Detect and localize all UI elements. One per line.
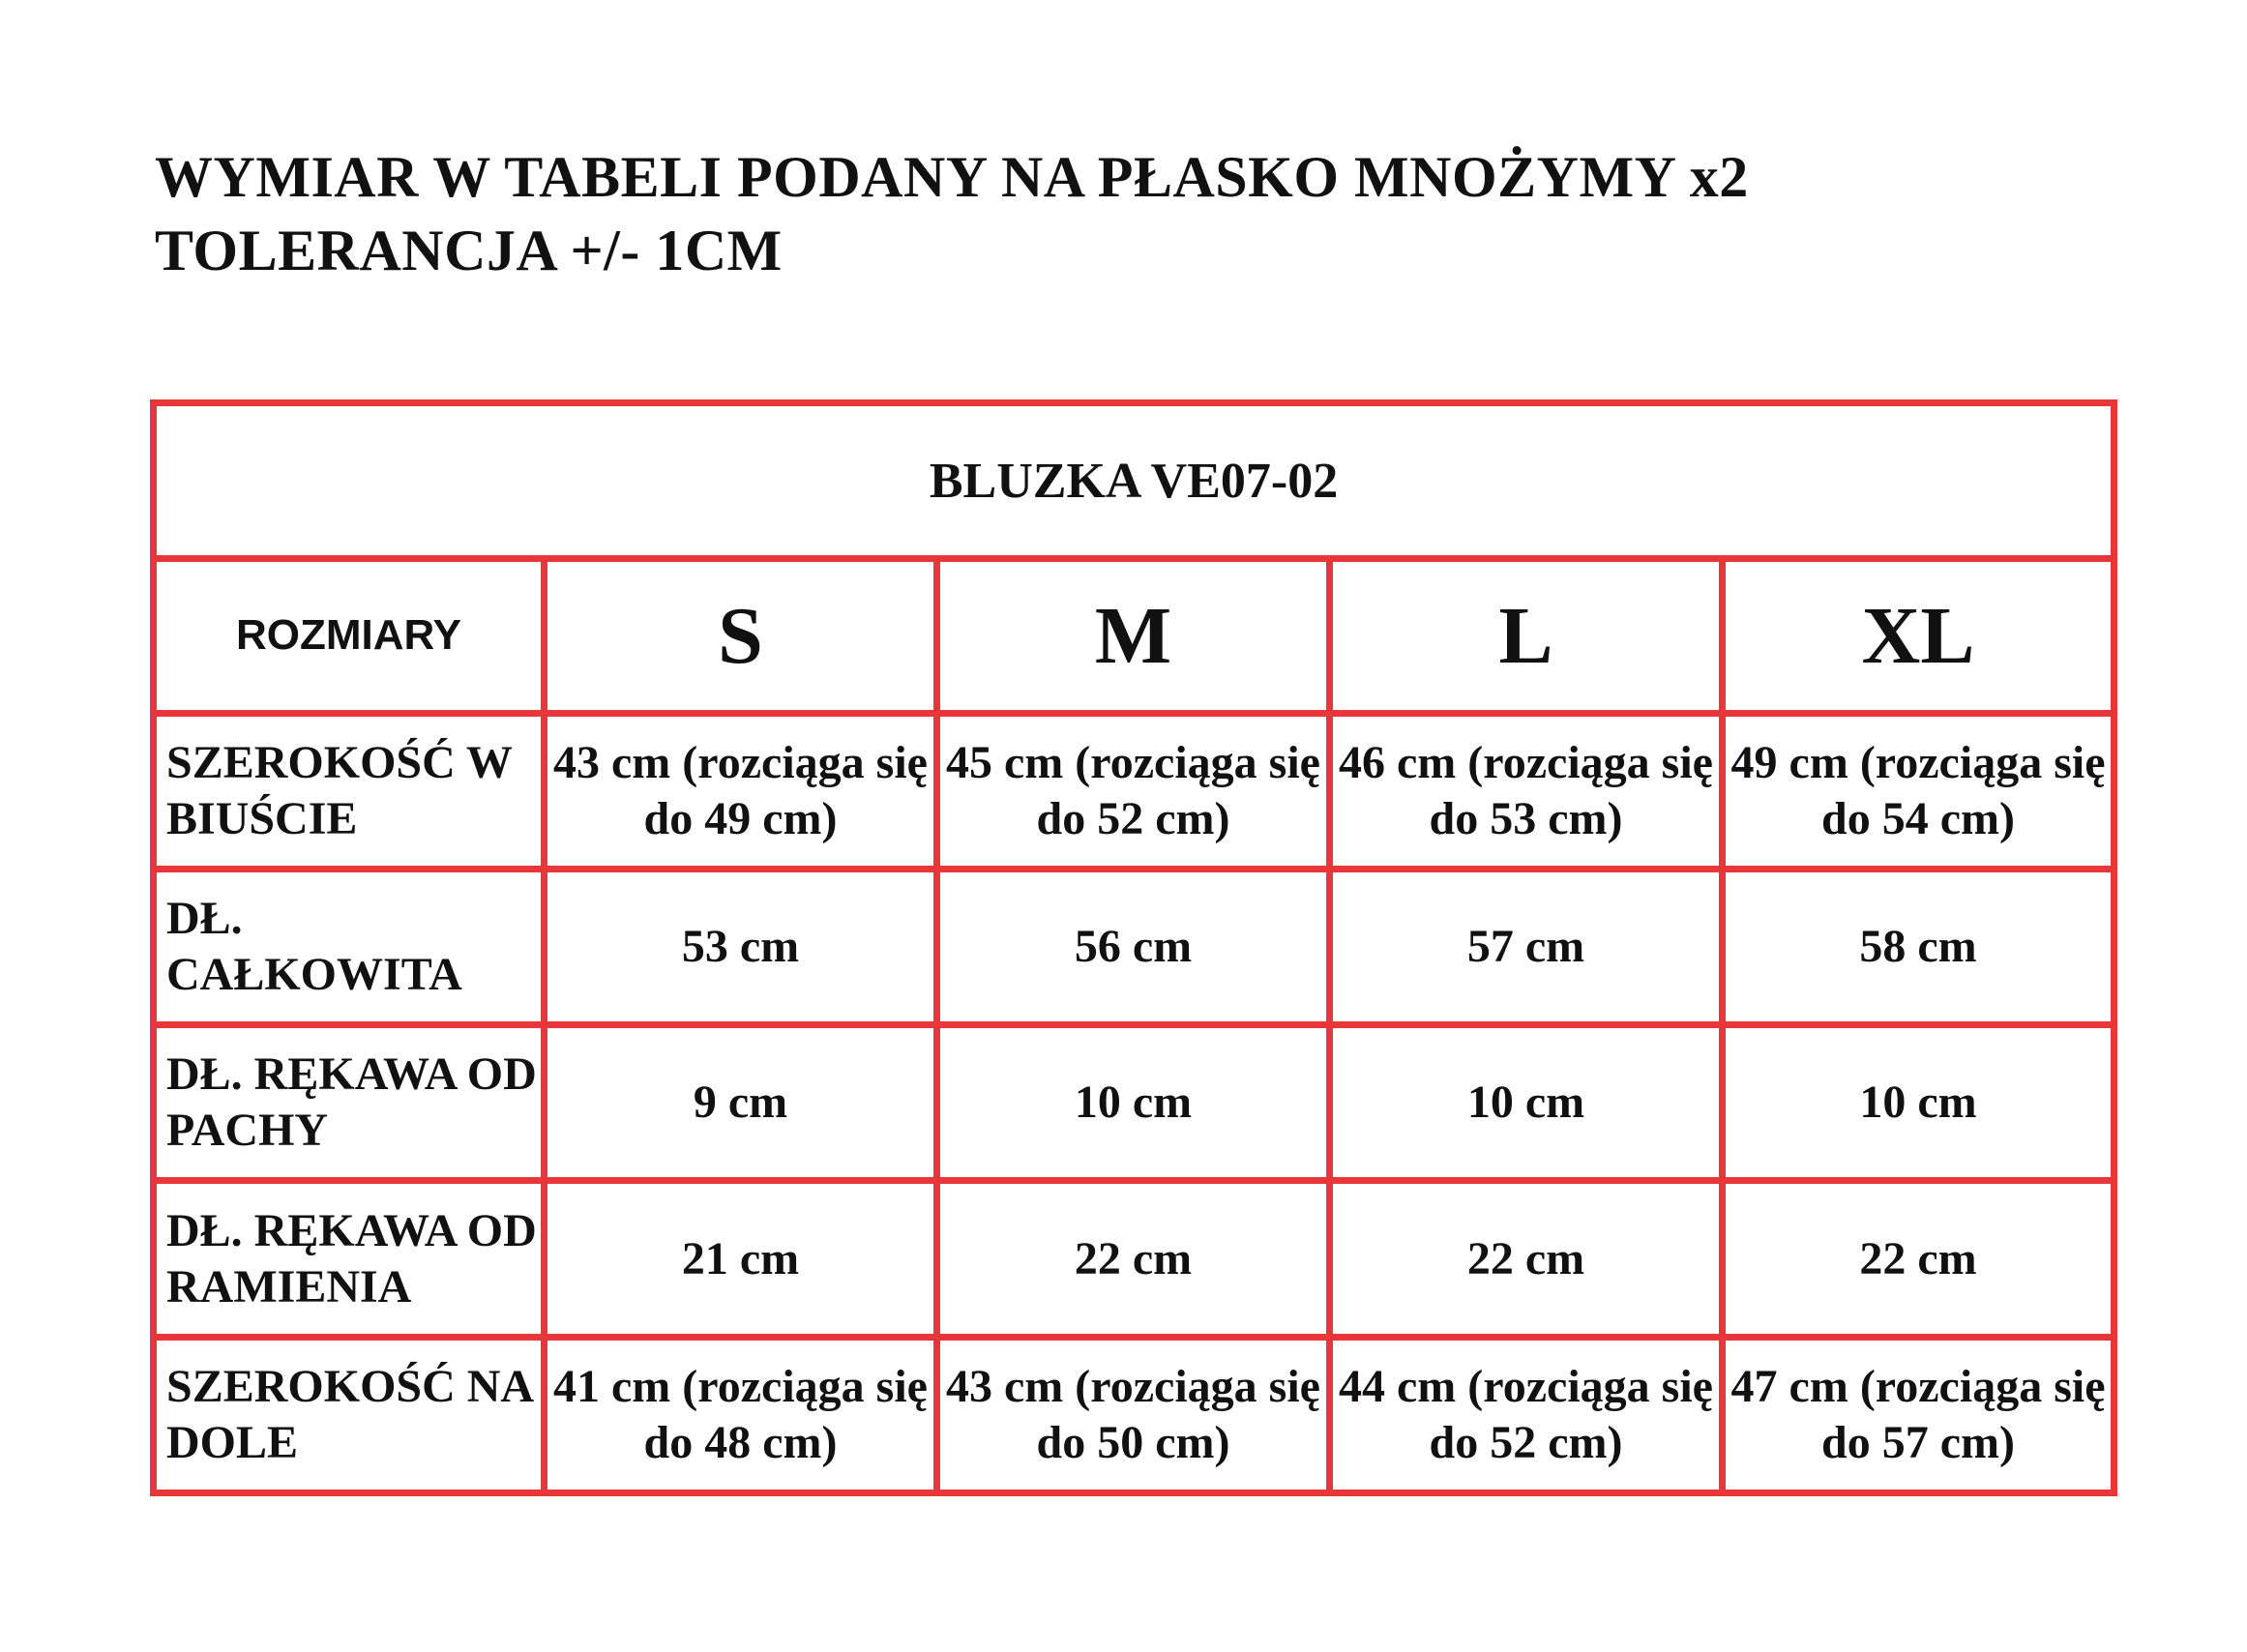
- table-cell: 43 cm (rozciąga się do 49 cm): [545, 713, 937, 869]
- table-cell: 21 cm: [545, 1181, 937, 1337]
- table-title-row: [154, 403, 2114, 559]
- table-cell: 10 cm: [937, 1025, 1330, 1181]
- note-flat-measurement: WYMIAR W TABELI PODANY NA PŁASKO MNOŻYMY x2: [155, 145, 1749, 209]
- table-cell: 45 cm (rozciąga się do 52 cm): [937, 713, 1330, 869]
- table-cell: 46 cm (rozciąga się do 53 cm): [1330, 713, 1723, 869]
- table-cell: 22 cm: [937, 1181, 1330, 1337]
- table-cell: 9 cm: [545, 1025, 937, 1181]
- sizes-header-row: [154, 559, 2114, 713]
- size-m: M: [937, 559, 1330, 713]
- size-s: S: [545, 559, 937, 713]
- table-row: [154, 1337, 2114, 1492]
- note-tolerance: TOLERANCJA +/- 1CM: [155, 219, 783, 282]
- table-cell: 56 cm: [937, 869, 1330, 1024]
- table-cell: 44 cm (rozciąga się do 52 cm): [1330, 1337, 1723, 1492]
- table-cell: 22 cm: [1723, 1181, 2114, 1337]
- table-cell: 43 cm (rozciąga się do 50 cm): [937, 1337, 1330, 1492]
- row-label-sleeve-from-armpit: DŁ. RĘKAWA OD PACHY: [154, 1025, 545, 1181]
- measurement-notes: [155, 140, 2089, 287]
- table-cell: 10 cm: [1330, 1025, 1723, 1181]
- sizes-header-label: ROZMIARY: [154, 559, 545, 713]
- size-l: L: [1330, 559, 1723, 713]
- row-label-total-length: DŁ. CAŁKOWITA: [154, 869, 545, 1024]
- table-row: [154, 1025, 2114, 1181]
- table-cell: 58 cm: [1723, 869, 2114, 1024]
- table-cell: 10 cm: [1723, 1025, 2114, 1181]
- table-row: [154, 1181, 2114, 1337]
- size-chart-table: [150, 399, 2117, 1496]
- table-cell: 49 cm (rozciąga się do 54 cm): [1723, 713, 2114, 869]
- product-title: BLUZKA VE07-02: [154, 403, 2114, 559]
- row-label-bottom-width: SZEROKOŚĆ NA DOLE: [154, 1337, 545, 1492]
- table-cell: 57 cm: [1330, 869, 1723, 1024]
- table-row: [154, 713, 2114, 869]
- table-cell: 22 cm: [1330, 1181, 1723, 1337]
- table-cell: 41 cm (rozciąga się do 48 cm): [545, 1337, 937, 1492]
- row-label-bust-width: SZEROKOŚĆ W BIUŚCIE: [154, 713, 545, 869]
- table-cell: 47 cm (rozciąga się do 57 cm): [1723, 1337, 2114, 1492]
- row-label-sleeve-from-shoulder: DŁ. RĘKAWA OD RAMIENIA: [154, 1181, 545, 1337]
- table-cell: 53 cm: [545, 869, 937, 1024]
- table-row: [154, 869, 2114, 1024]
- size-xl: XL: [1723, 559, 2114, 713]
